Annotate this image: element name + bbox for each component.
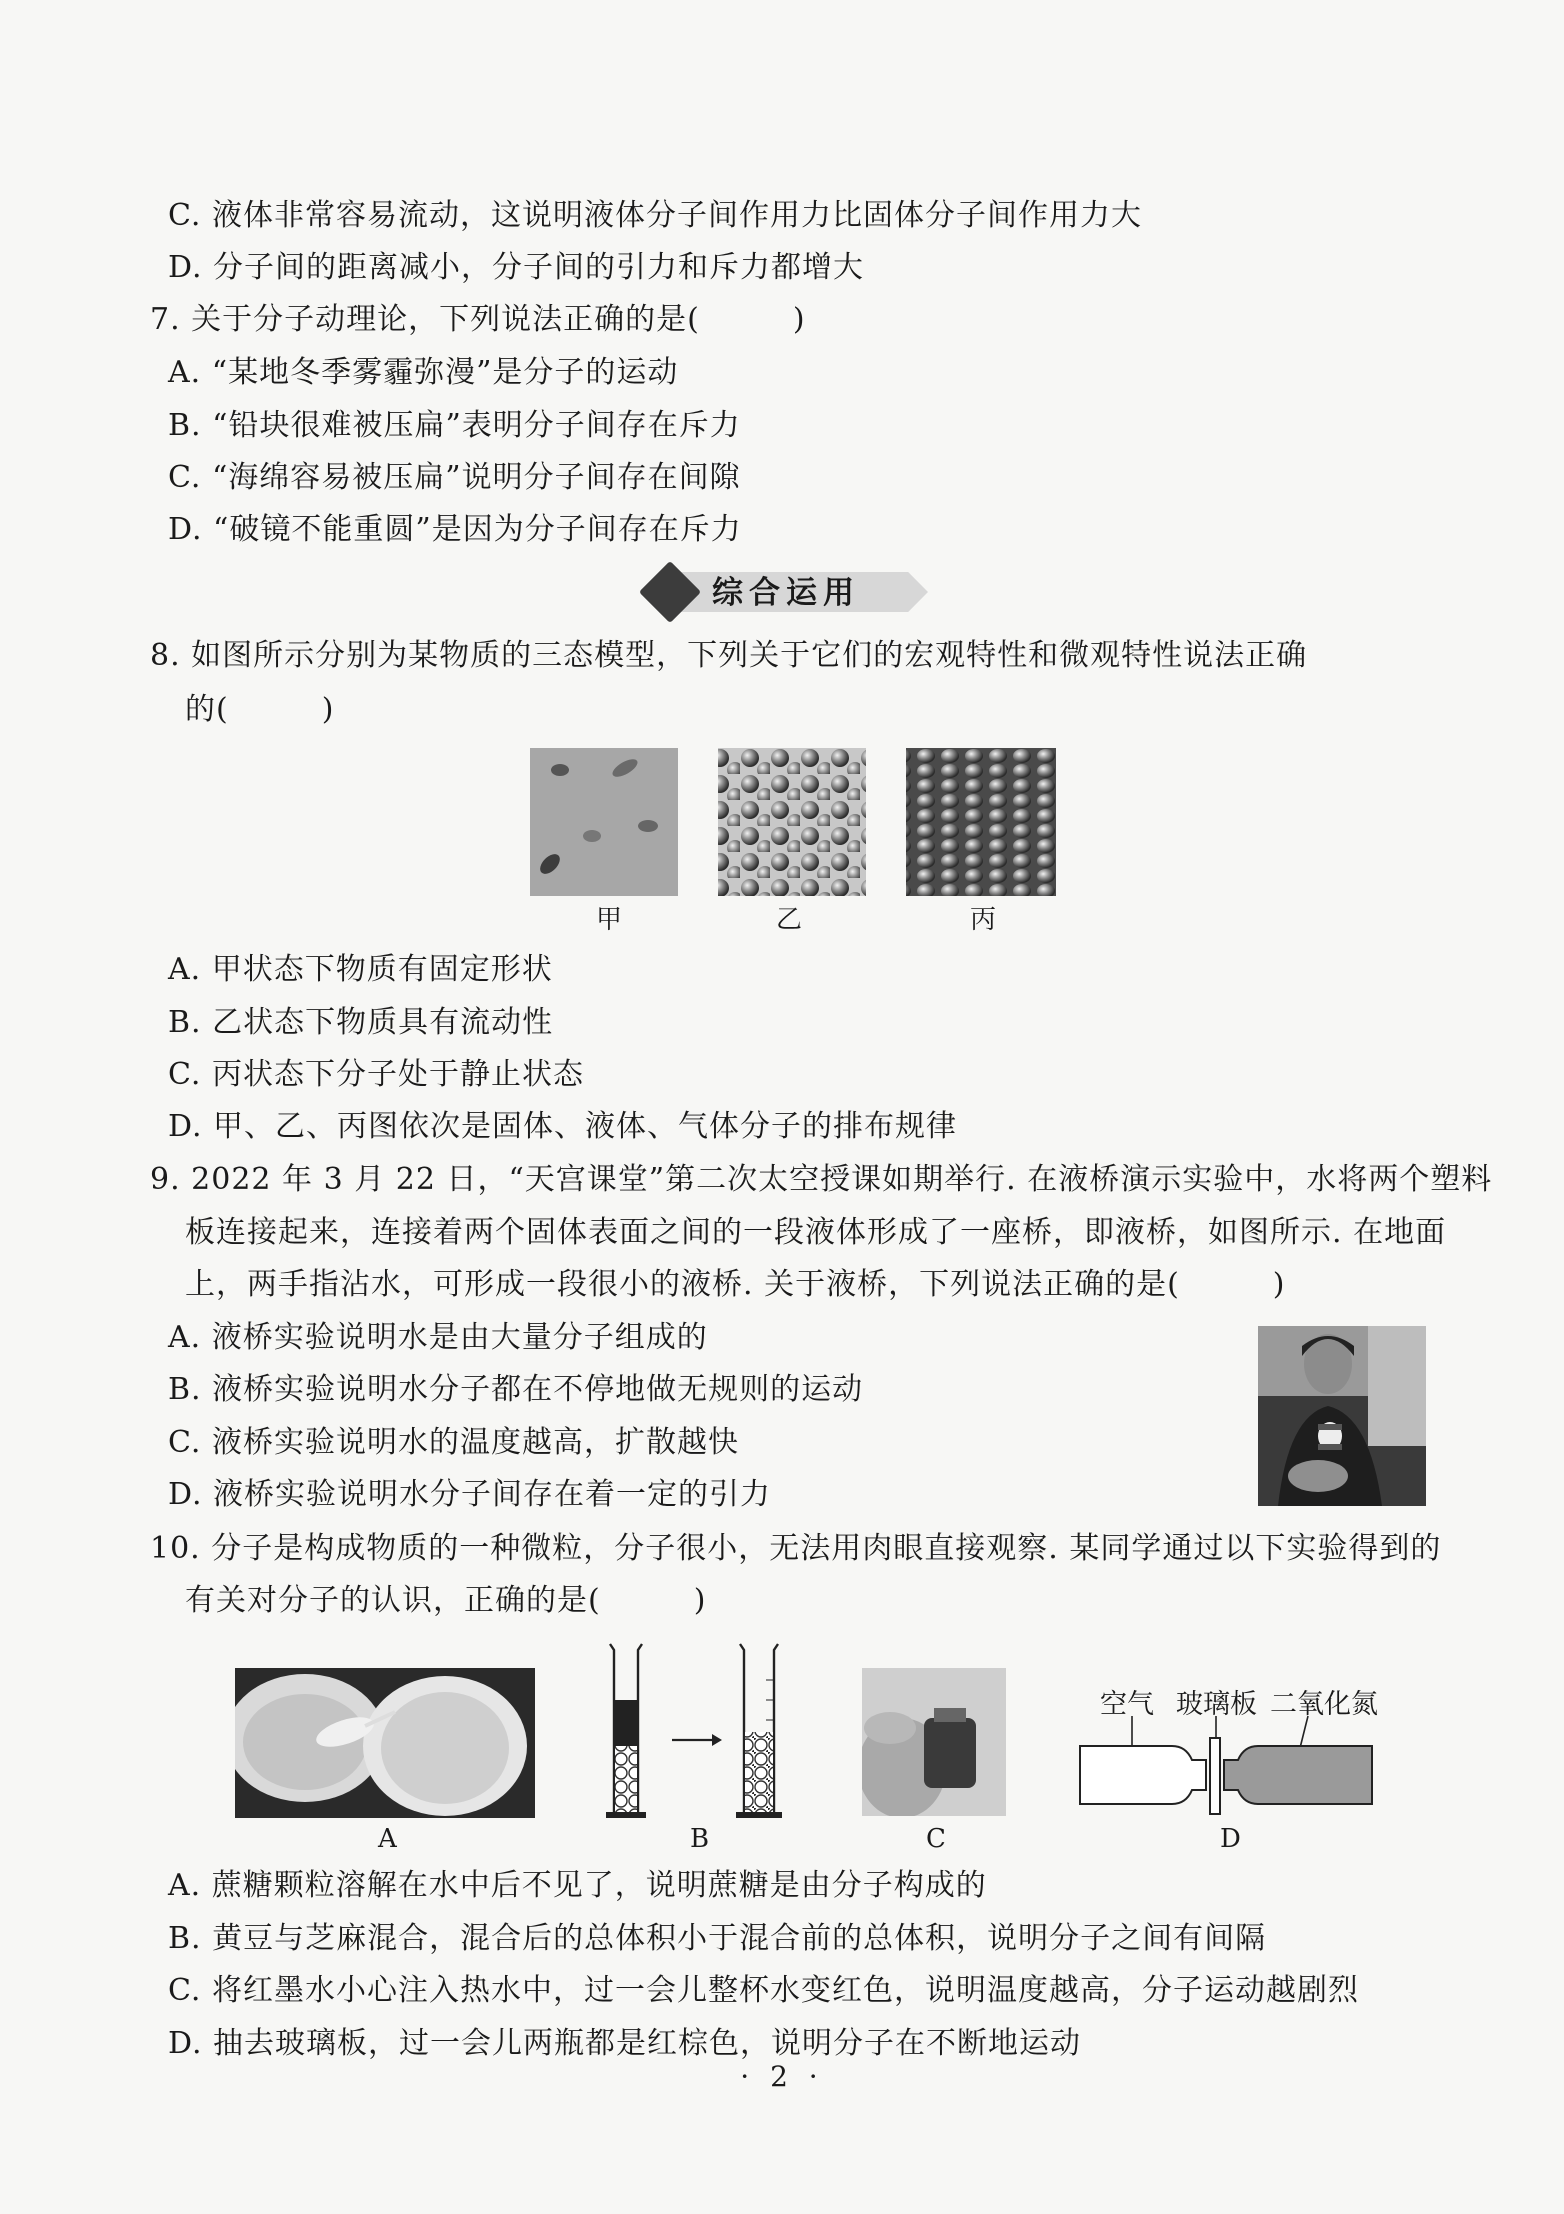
- q9-option-a: A. 液桥实验说明水是由大量分子组成的: [168, 1320, 708, 1355]
- solid-state-image: [906, 748, 1056, 896]
- q9-stem-line2: 板连接起来，连接着两个固体表面之间的一段液体形成了一座桥，即液桥，如图所示. 在地面: [185, 1215, 1447, 1250]
- three-states-images: [530, 748, 1070, 900]
- figure10-a-sugar: [235, 1668, 535, 1822]
- liquid-state-image: [718, 748, 866, 896]
- figure8-label-yi: 乙: [776, 905, 803, 935]
- diamond-icon: [639, 561, 701, 623]
- figure8-label-jia: 甲: [596, 905, 623, 935]
- q7-option-d: D. “破镜不能重圆”是因为分子间存在斥力: [168, 512, 742, 547]
- q10-option-c: C. 将红墨水小心注入热水中，过一会儿整杯水变红色，说明温度越高，分子运动越剧烈: [168, 1973, 1359, 2008]
- figure10-label-b: B: [690, 1824, 710, 1854]
- figure10-d-bottles: [1076, 1716, 1386, 1832]
- q10-stem-line1: 10. 分子是构成物质的一种微粒，分子很小，无法用肉眼直接观察. 某同学通过以下实验得到的: [150, 1531, 1442, 1566]
- figure10-d-label-glass: 玻璃板: [1176, 1689, 1257, 1720]
- q9-stem-line3: 上，两手指沾水，可形成一段很小的液桥. 关于液桥，下列说法正确的是( ): [185, 1267, 1286, 1302]
- q7-stem: 7. 关于分子动理论，下列说法正确的是( ): [150, 302, 806, 337]
- figure-three-states: [530, 748, 1070, 904]
- q9-option-b: B. 液桥实验说明水分子都在不停地做无规则的运动: [168, 1372, 864, 1407]
- q9-option-d: D. 液桥实验说明水分子间存在着一定的引力: [168, 1477, 772, 1512]
- figure10-label-d: D: [1220, 1824, 1241, 1854]
- page-number: · 2 ·: [740, 2060, 824, 2093]
- q8-option-a: A. 甲状态下物质有固定形状: [168, 952, 553, 987]
- figure10-c-ink: [862, 1668, 1006, 1820]
- figure8-label-bing: 丙: [970, 905, 997, 935]
- q9-option-c: C. 液桥实验说明水的温度越高，扩散越快: [168, 1425, 739, 1460]
- q6-option-c: C. 液体非常容易流动，这说明液体分子间作用力比固体分子间作用力大: [168, 198, 1142, 233]
- q9-stem-line1: 9. 2022 年 3 月 22 日，“天宫课堂”第二次太空授课如期举行. 在液桥演示实验中，水将两个塑料: [150, 1162, 1493, 1197]
- figure10-label-a: A: [378, 1824, 397, 1854]
- q8-stem-line2: 的( ): [185, 692, 335, 727]
- q10-option-a: A. 蔗糖颗粒溶解在水中后不见了，说明蔗糖是由分子构成的: [168, 1868, 987, 1903]
- q10-stem-line2: 有关对分子的认识，正确的是( ): [185, 1583, 707, 1618]
- q10-option-b: B. 黄豆与芝麻混合，混合后的总体积小于混合前的总体积，说明分子之间有间隔: [168, 1921, 1267, 1956]
- figure10-label-c: C: [926, 1824, 946, 1854]
- q6-option-d: D. 分子间的距离减小，分子间的引力和斥力都增大: [168, 250, 865, 285]
- q7-option-a: A. “某地冬季雾霾弥漫”是分子的运动: [168, 355, 679, 390]
- figure10-d-label-no2: 二氧化氮: [1270, 1689, 1378, 1720]
- section-title: 综合运用: [712, 575, 860, 611]
- q8-option-b: B. 乙状态下物质具有流动性: [168, 1005, 554, 1040]
- q7-option-b: B. “铅块很难被压扁”表明分子间存在斥力: [168, 408, 741, 443]
- q10-option-d: D. 抽去玻璃板，过一会儿两瓶都是红棕色，说明分子在不断地运动: [168, 2026, 1082, 2061]
- section-banner: [640, 564, 930, 620]
- q8-option-d: D. 甲、乙、丙图依次是固体、液体、气体分子的排布规律: [168, 1109, 958, 1144]
- figure10-b-cylinders: [600, 1640, 800, 1824]
- q8-stem-line1: 8. 如图所示分别为某物质的三态模型，下列关于它们的宏观特性和微观特性说法正确: [150, 638, 1308, 673]
- q7-option-c: C. “海绵容易被压扁”说明分子间存在间隙: [168, 460, 741, 495]
- liquid-bridge-photo: [1258, 1326, 1426, 1510]
- q8-option-c: C. 丙状态下分子处于静止状态: [168, 1057, 584, 1092]
- figure10-d-label-air: 空气: [1100, 1689, 1154, 1720]
